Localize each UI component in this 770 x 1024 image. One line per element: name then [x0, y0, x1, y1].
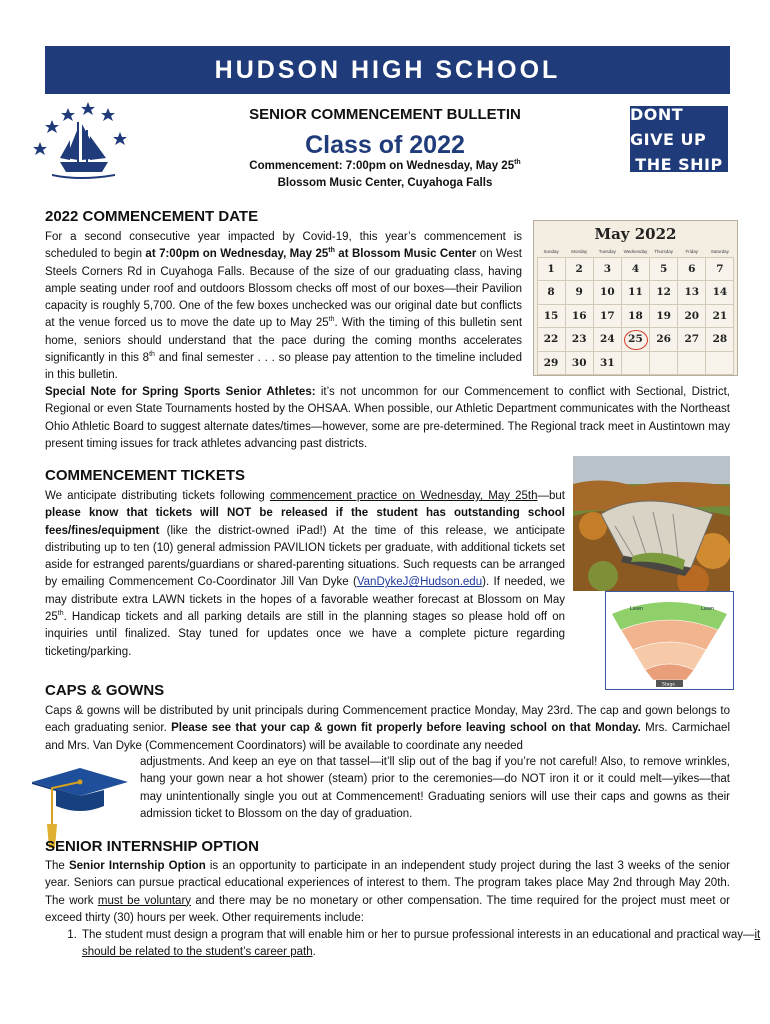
calendar-day-number: 27	[684, 333, 700, 346]
calendar-day-cell	[537, 280, 566, 305]
calendar-day-name: Sunday	[543, 249, 559, 254]
calendar-day-number: 3	[603, 262, 611, 275]
seating-chart	[605, 591, 734, 690]
may-calendar	[533, 220, 738, 376]
calendar-day-number: 22	[543, 333, 559, 346]
calendar-day-cell	[537, 351, 566, 376]
caps-paragraph-b: adjustments. And keep an eye on that tassel—it’ll slip out of the bag if you’re not careful! Also, to remove wrinkles, hang your gown near a hot shower (steam) prior to the ceremonies—do NOT iron it or it could melt—yikes—that may unintentionally single you out at Commencement! Graduating seniors will use their caps and gowns as their admission ticket to Blossom on the day of graduation.	[140, 756, 730, 820]
calendar-day-number: 14	[712, 286, 728, 299]
calendar-day-number: 13	[684, 286, 700, 299]
calendar-day-number: 26	[656, 333, 671, 346]
calendar-day-cell	[593, 351, 622, 376]
calendar-day-name: Monday	[571, 249, 588, 254]
calendar-day-name: Tuesday	[598, 249, 616, 254]
calendar-day-name: Saturday	[710, 249, 729, 254]
dont-give-up-the-ship-badge	[630, 106, 728, 172]
calendar-day-cell	[565, 257, 594, 282]
calendar-day-number: 4	[631, 262, 640, 275]
text-run: Caps & gowns will be distributed by unit principals during Commencement practice Monday, May 23rd. The cap and gown belongs to each graduating senior.	[45, 705, 730, 735]
calendar-day-name: Friday	[685, 249, 699, 254]
text-run: Mrs. Carmichael and Mrs. Van Dyke (Commencement Coordinators) will be available to coordinate any needed	[45, 722, 730, 752]
badge-line-2: THE SHIP	[635, 154, 723, 174]
ordinal-suffix: th	[149, 351, 155, 359]
calendar-day-cell	[621, 257, 650, 282]
calendar-day-cell	[621, 280, 650, 305]
calendar-day-number: 20	[684, 309, 700, 322]
text-run: For a second consecutive year impacted by Covid-19, this year’s commencement is scheduled to begin	[45, 231, 522, 261]
text-run: . With the timing of this bulletin sent home, seniors should understand that the pace during the coming months accelerates significantly in this 8	[45, 317, 523, 365]
text-run: and final semester . . . so please pay attention to the timeline included in this bulletin.	[45, 352, 522, 382]
calendar-day-cell	[705, 304, 734, 329]
ordinal-suffix: th	[328, 316, 335, 324]
text-run: it should be related to the student’s career path	[82, 929, 761, 959]
calendar-day-number: 29	[543, 356, 559, 369]
calendar-day-number: 24	[600, 333, 615, 346]
calendar-day-cell	[621, 304, 650, 329]
calendar-day-cell	[649, 304, 678, 329]
calendar-day-cell	[565, 351, 594, 376]
caps-paragraph-a	[45, 703, 730, 755]
text-run: The	[45, 860, 69, 872]
calendar-day-cell	[537, 304, 566, 329]
text-run: commencement practice on Wednesday, May 25th	[269, 490, 538, 502]
calendar-day-cell	[705, 327, 734, 352]
calendar-day-number: 19	[656, 309, 671, 322]
calendar-day-number: 25	[628, 333, 643, 346]
text-run: (like the district-owned iPad!) At the time of this release, we anticipate distributing up to ten (10) general admission PAVILION tickets per graduate, with additional tickets set aside for estranged parents/guardians or shared-parenting situations. Such requests can be arranged by emailing Commencement Co-Coordinator Jill Van Dyke (	[45, 524, 565, 589]
pavilion-photo	[573, 456, 730, 591]
tickets-paragraph-a	[45, 488, 565, 661]
list-item	[80, 927, 765, 962]
ordinal-suffix: th	[57, 610, 64, 618]
calendar-day-number: 11	[628, 286, 643, 299]
section-heading-date: 2022 COMMENCEMENT DATE	[45, 208, 259, 225]
calendar-day-cell	[649, 327, 678, 352]
calendar-day-number: 23	[571, 333, 587, 346]
calendar-day-name: Thursday	[654, 249, 674, 254]
calendar-day-number: 18	[628, 309, 643, 322]
bulletin-title: SENIOR COMMENCEMENT BULLETIN	[249, 106, 521, 123]
text-run: is an opportunity to participate in an independent study project during the last 3 weeks of the senior year. Seniors can pursue practical educational experiences of interest to them. The program takes place May 2nd through May 20th. The work	[45, 860, 730, 907]
calendar-day-number: 21	[712, 309, 728, 322]
text-run: We anticipate distributing tickets following	[45, 490, 270, 502]
calendar-day-number: 17	[600, 309, 615, 322]
calendar-day-number: 1	[547, 262, 555, 275]
ceremony-venue: Blossom Music Center, Cuyahoga Falls	[277, 177, 493, 189]
calendar-day-cell	[565, 304, 594, 329]
calendar-day-cell	[537, 327, 566, 352]
calendar-day-cell	[621, 351, 650, 376]
text-run: on West Steels Corners Rd in Cuyahoga Falls. Because of the size of our graduating class, having ample seating under roof and outdoors Blossom checks off most of our boxes—their Pavilion capacity is roughly 5,700. One of the few boxes unchecked was our original date but conflicts at the venue forced us to move the date up to May 25	[45, 248, 522, 330]
lawn-label: Lawn	[701, 606, 715, 612]
text-run: .	[312, 946, 316, 959]
calendar-day-cell	[677, 280, 706, 305]
text-run: Senior Internship Option	[68, 860, 206, 872]
ceremony-date: Commencement: 7:00pm on Wednesday, May 25	[249, 160, 515, 172]
calendar-day-cell	[677, 304, 706, 329]
class-year-title: Class of 2022	[305, 131, 465, 159]
calendar-day-name: Wednesday	[623, 249, 648, 254]
text-run: The student must design a program that will enable him or her to pursue professional interests in an educational and practical way—	[82, 929, 755, 941]
note-label: Special Note for Spring Sports Senior Athletes:	[45, 386, 316, 398]
text-run: and there may be no monetary or other compensation. The time required for the project must meet or exceed thirty (30) hours per week. Other requirements include:	[45, 894, 730, 924]
calendar-day-cell	[705, 351, 734, 376]
calendar-day-number: 16	[571, 309, 587, 322]
ordinal-suffix: th	[328, 247, 335, 255]
calendar-day-number: 5	[659, 262, 668, 275]
calendar-day-number: 15	[543, 309, 559, 322]
calendar-day-number: 2	[575, 262, 583, 275]
calendar-day-cell	[593, 304, 622, 329]
calendar-day-cell	[621, 327, 650, 352]
text-run: . Handicap tickets and all parking details are still in the planning stages so please hold off on inquiries until finalized. Stay tuned for updates once we have a complete picture regarding ticketing/parking.	[45, 611, 565, 658]
calendar-day-number: 12	[656, 286, 671, 299]
calendar-day-cell	[593, 327, 622, 352]
athletes-note	[45, 384, 730, 453]
calendar-day-cell	[677, 327, 706, 352]
calendar-day-cell	[677, 257, 706, 282]
section-heading-caps: CAPS & GOWNS	[45, 682, 165, 699]
calendar-day-cell	[705, 257, 734, 282]
text-run: at 7:00pm on Wednesday, May 25	[145, 248, 329, 261]
text-run: at Blossom Music Center	[334, 248, 477, 261]
calendar-day-number: 30	[571, 356, 587, 369]
text-run: ). If needed, we may distribute extra LAWN tickets in the hopes of a favorable weather forecast at Blossom on May 25	[45, 576, 566, 624]
internship-paragraph	[45, 858, 730, 927]
calendar-day-cell	[593, 280, 622, 305]
date-paragraph	[45, 229, 522, 385]
calendar-day-number: 10	[600, 286, 615, 299]
calendar-day-cell	[593, 257, 622, 282]
date-circle-marker	[624, 330, 648, 350]
calendar-day-cell	[705, 280, 734, 305]
calendar-day-cell	[649, 257, 678, 282]
calendar-day-number: 28	[712, 333, 728, 346]
school-name: HUDSON HIGH SCHOOL	[214, 55, 561, 84]
text-run: Please see that your cap & gown fit properly before leaving school on that Monday.	[171, 722, 641, 735]
school-banner	[45, 46, 730, 94]
ship-logo-icon	[30, 100, 130, 180]
calendar-day-cell	[649, 280, 678, 305]
calendar-day-number: 8	[547, 286, 555, 299]
ceremony-info	[150, 158, 620, 192]
calendar-day-number: 6	[688, 262, 696, 275]
calendar-day-number: 9	[575, 286, 583, 299]
calendar-title: May 2022	[594, 225, 677, 243]
calendar-day-number: 31	[600, 356, 615, 369]
text-run: must be voluntary	[97, 894, 192, 907]
section-heading-tickets: COMMENCEMENT TICKETS	[45, 467, 245, 484]
calendar-day-number: 7	[716, 262, 724, 275]
text-run: —but	[537, 490, 566, 502]
lawn-label: Lawn	[630, 606, 644, 612]
email-link[interactable]: VanDykeJ@Hudson.edu	[356, 576, 483, 589]
calendar-day-cell	[537, 257, 566, 282]
calendar-day-names	[537, 249, 734, 254]
section-heading-internship: SENIOR INTERNSHIP OPTION	[45, 838, 259, 855]
calendar-day-cell	[565, 327, 594, 352]
calendar-day-cell	[565, 280, 594, 305]
text-run: please know that tickets will NOT be released if the student has outstanding school fees/fines/equipment	[45, 507, 565, 537]
text-run: it’s not uncommon for our Commencement to conflict with Sectional, District, Regional or even State Tournaments hosted by the OHSAA. When possible, our Athletic Department communicates with the Northeast Ohio Athletic Board to suggest alternate dates/times—however, some are pre-determined. The Regional track meet in Austintown may present timing issues for track athletes advancing past districts.	[45, 386, 730, 450]
ordinal-suffix: th	[514, 159, 521, 167]
requirements-list	[45, 927, 765, 962]
badge-line-1: DONT GIVE UP	[630, 104, 707, 149]
calendar-day-cell	[677, 351, 706, 376]
calendar-day-cell	[649, 351, 678, 376]
stage-label: Stage	[662, 682, 676, 688]
calendar-grid	[537, 257, 734, 375]
